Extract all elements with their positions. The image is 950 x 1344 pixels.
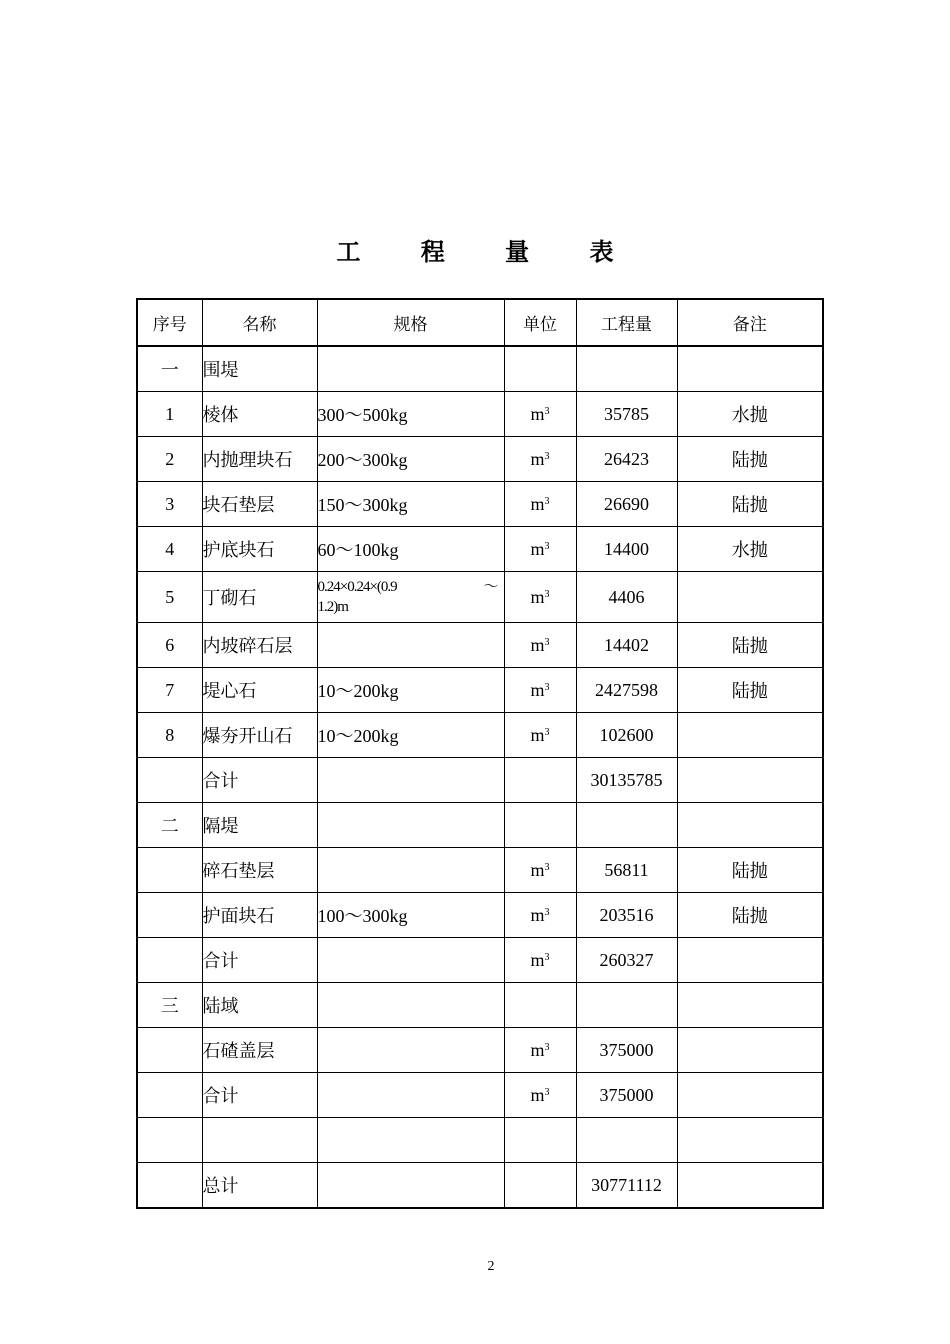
item-quantity: 375000 <box>576 1073 677 1118</box>
unit-exponent: 3 <box>544 495 550 507</box>
item-note <box>677 758 823 803</box>
item-quantity: 30135785 <box>576 758 677 803</box>
row-number <box>137 938 202 983</box>
item-unit <box>504 1028 576 1073</box>
item-quantity: 375000 <box>576 1028 677 1073</box>
item-spec <box>317 938 504 983</box>
item-note <box>677 572 823 623</box>
item-name: 合计 <box>202 758 317 803</box>
unit-base: m <box>530 634 545 655</box>
item-quantity <box>576 983 677 1028</box>
unit-exponent: 3 <box>544 951 550 963</box>
item-unit <box>504 713 576 758</box>
item-note <box>677 713 823 758</box>
row-number: 4 <box>137 527 202 572</box>
item-name: 堤心石 <box>202 668 317 713</box>
row-number: 5 <box>137 572 202 623</box>
item-spec <box>317 848 504 893</box>
item-spec: 100～300kg <box>317 893 504 938</box>
table-row <box>137 482 823 527</box>
header-spec: 规格 <box>317 299 504 346</box>
header-unit: 单位 <box>504 299 576 346</box>
item-quantity: 30771112 <box>576 1163 677 1209</box>
item-spec: 10～200kg <box>317 668 504 713</box>
item-quantity: 26690 <box>576 482 677 527</box>
table-row <box>137 668 823 713</box>
table-row <box>137 623 823 668</box>
item-unit <box>504 437 576 482</box>
item-spec <box>317 1118 504 1163</box>
unit-exponent: 3 <box>544 861 550 873</box>
item-unit <box>504 482 576 527</box>
item-note <box>677 1073 823 1118</box>
item-note: 水抛 <box>677 392 823 437</box>
table-row <box>137 527 823 572</box>
row-number: 8 <box>137 713 202 758</box>
table-row <box>137 1118 823 1163</box>
unit-base: m <box>530 538 545 559</box>
item-unit <box>504 346 576 392</box>
table-row <box>137 758 823 803</box>
item-unit <box>504 668 576 713</box>
table-body <box>137 346 823 1208</box>
item-quantity <box>576 346 677 392</box>
item-note: 水抛 <box>677 527 823 572</box>
item-name: 爆夯开山石 <box>202 713 317 758</box>
item-unit <box>504 848 576 893</box>
item-unit <box>504 572 576 623</box>
row-number: 1 <box>137 392 202 437</box>
item-name: 棱体 <box>202 392 317 437</box>
item-name: 隔堤 <box>202 803 317 848</box>
item-unit <box>504 1073 576 1118</box>
row-number <box>137 758 202 803</box>
item-note: 陆抛 <box>677 623 823 668</box>
unit-base: m <box>530 448 545 469</box>
item-unit <box>504 527 576 572</box>
item-spec <box>317 983 504 1028</box>
item-name: 陆域 <box>202 983 317 1028</box>
table-row <box>137 893 823 938</box>
item-name: 块石垫层 <box>202 482 317 527</box>
item-quantity: 35785 <box>576 392 677 437</box>
unit-exponent: 3 <box>544 588 550 600</box>
item-spec <box>317 758 504 803</box>
item-spec <box>317 623 504 668</box>
table-row <box>137 1163 823 1209</box>
item-quantity: 2427598 <box>576 668 677 713</box>
item-unit <box>504 392 576 437</box>
row-number <box>137 1073 202 1118</box>
table-row <box>137 392 823 437</box>
unit-exponent: 3 <box>544 681 550 693</box>
row-number: 3 <box>137 482 202 527</box>
item-name: 石碴盖层 <box>202 1028 317 1073</box>
item-unit <box>504 623 576 668</box>
row-number <box>137 893 202 938</box>
item-spec <box>317 346 504 392</box>
item-note <box>677 983 823 1028</box>
item-spec-line1: 0.24×0.24×(0.9 ～ <box>317 579 498 595</box>
unit-base: m <box>530 1084 545 1105</box>
item-unit <box>504 938 576 983</box>
unit-base: m <box>530 949 545 970</box>
item-name: 合计 <box>202 938 317 983</box>
item-unit <box>504 803 576 848</box>
table-row <box>137 848 823 893</box>
row-number <box>137 1028 202 1073</box>
unit-exponent: 3 <box>544 1041 550 1053</box>
page-title: 工 程 量 表 <box>336 238 640 266</box>
item-spec: 60～100kg <box>317 527 504 572</box>
item-note <box>677 1028 823 1073</box>
item-quantity: 14400 <box>576 527 677 572</box>
unit-base: m <box>530 679 545 700</box>
item-note: 陆抛 <box>677 893 823 938</box>
item-name: 内抛理块石 <box>202 437 317 482</box>
table-row <box>137 803 823 848</box>
row-number: 2 <box>137 437 202 482</box>
unit-base: m <box>530 904 545 925</box>
unit-base: m <box>530 724 545 745</box>
item-quantity: 56811 <box>576 848 677 893</box>
row-number: 7 <box>137 668 202 713</box>
item-unit <box>504 1163 576 1209</box>
item-note: 陆抛 <box>677 668 823 713</box>
item-unit <box>504 758 576 803</box>
unit-exponent: 3 <box>544 540 550 552</box>
header-name: 名称 <box>202 299 317 346</box>
item-quantity: 14402 <box>576 623 677 668</box>
item-spec <box>317 572 504 623</box>
table-row <box>137 938 823 983</box>
item-name: 丁砌石 <box>202 572 317 623</box>
item-spec: 10～200kg <box>317 713 504 758</box>
item-name: 护面块石 <box>202 893 317 938</box>
unit-exponent: 3 <box>544 726 550 738</box>
item-spec <box>317 803 504 848</box>
unit-base: m <box>530 586 545 607</box>
item-name: 护底块石 <box>202 527 317 572</box>
quantity-table <box>136 298 824 1209</box>
unit-exponent: 3 <box>544 450 550 462</box>
item-note <box>677 1118 823 1163</box>
table-row <box>137 983 823 1028</box>
row-number: 二 <box>137 803 202 848</box>
item-unit <box>504 1118 576 1163</box>
table-row <box>137 1073 823 1118</box>
item-name: 围堤 <box>202 346 317 392</box>
unit-exponent: 3 <box>544 906 550 918</box>
item-spec-line2: 1.2)m <box>317 599 348 615</box>
item-spec: 300～500kg <box>317 392 504 437</box>
item-note: 陆抛 <box>677 482 823 527</box>
row-number <box>137 848 202 893</box>
table-row <box>137 437 823 482</box>
row-number: 三 <box>137 983 202 1028</box>
item-spec: 150～300kg <box>317 482 504 527</box>
table-row <box>137 713 823 758</box>
table-row <box>137 1028 823 1073</box>
item-name <box>202 1118 317 1163</box>
unit-exponent: 3 <box>544 1086 550 1098</box>
item-spec <box>317 1073 504 1118</box>
unit-base: m <box>530 859 545 880</box>
item-quantity: 260327 <box>576 938 677 983</box>
header-no: 序号 <box>137 299 202 346</box>
item-spec <box>317 1163 504 1209</box>
table-header-row <box>137 299 823 346</box>
item-spec <box>317 1028 504 1073</box>
item-quantity: 4406 <box>576 572 677 623</box>
unit-exponent: 3 <box>544 405 550 417</box>
item-quantity <box>576 803 677 848</box>
unit-base: m <box>530 493 545 514</box>
item-name: 内坡碎石层 <box>202 623 317 668</box>
header-qty: 工程量 <box>576 299 677 346</box>
item-note <box>677 346 823 392</box>
item-note: 陆抛 <box>677 848 823 893</box>
item-note <box>677 938 823 983</box>
item-quantity <box>576 1118 677 1163</box>
row-number: 一 <box>137 346 202 392</box>
row-number: 6 <box>137 623 202 668</box>
item-name: 碎石垫层 <box>202 848 317 893</box>
item-note <box>677 1163 823 1209</box>
unit-base: m <box>530 1039 545 1060</box>
row-number <box>137 1118 202 1163</box>
table-row <box>137 572 823 623</box>
item-name: 合计 <box>202 1073 317 1118</box>
page-number: 2 <box>487 1259 495 1274</box>
item-quantity: 203516 <box>576 893 677 938</box>
row-number <box>137 1163 202 1209</box>
header-note: 备注 <box>677 299 823 346</box>
item-name: 总计 <box>202 1163 317 1209</box>
item-note <box>677 803 823 848</box>
unit-exponent: 3 <box>544 636 550 648</box>
item-unit <box>504 983 576 1028</box>
item-quantity: 102600 <box>576 713 677 758</box>
item-spec: 200～300kg <box>317 437 504 482</box>
item-unit <box>504 893 576 938</box>
item-note: 陆抛 <box>677 437 823 482</box>
item-quantity: 26423 <box>576 437 677 482</box>
unit-base: m <box>530 403 545 424</box>
table-row <box>137 346 823 392</box>
